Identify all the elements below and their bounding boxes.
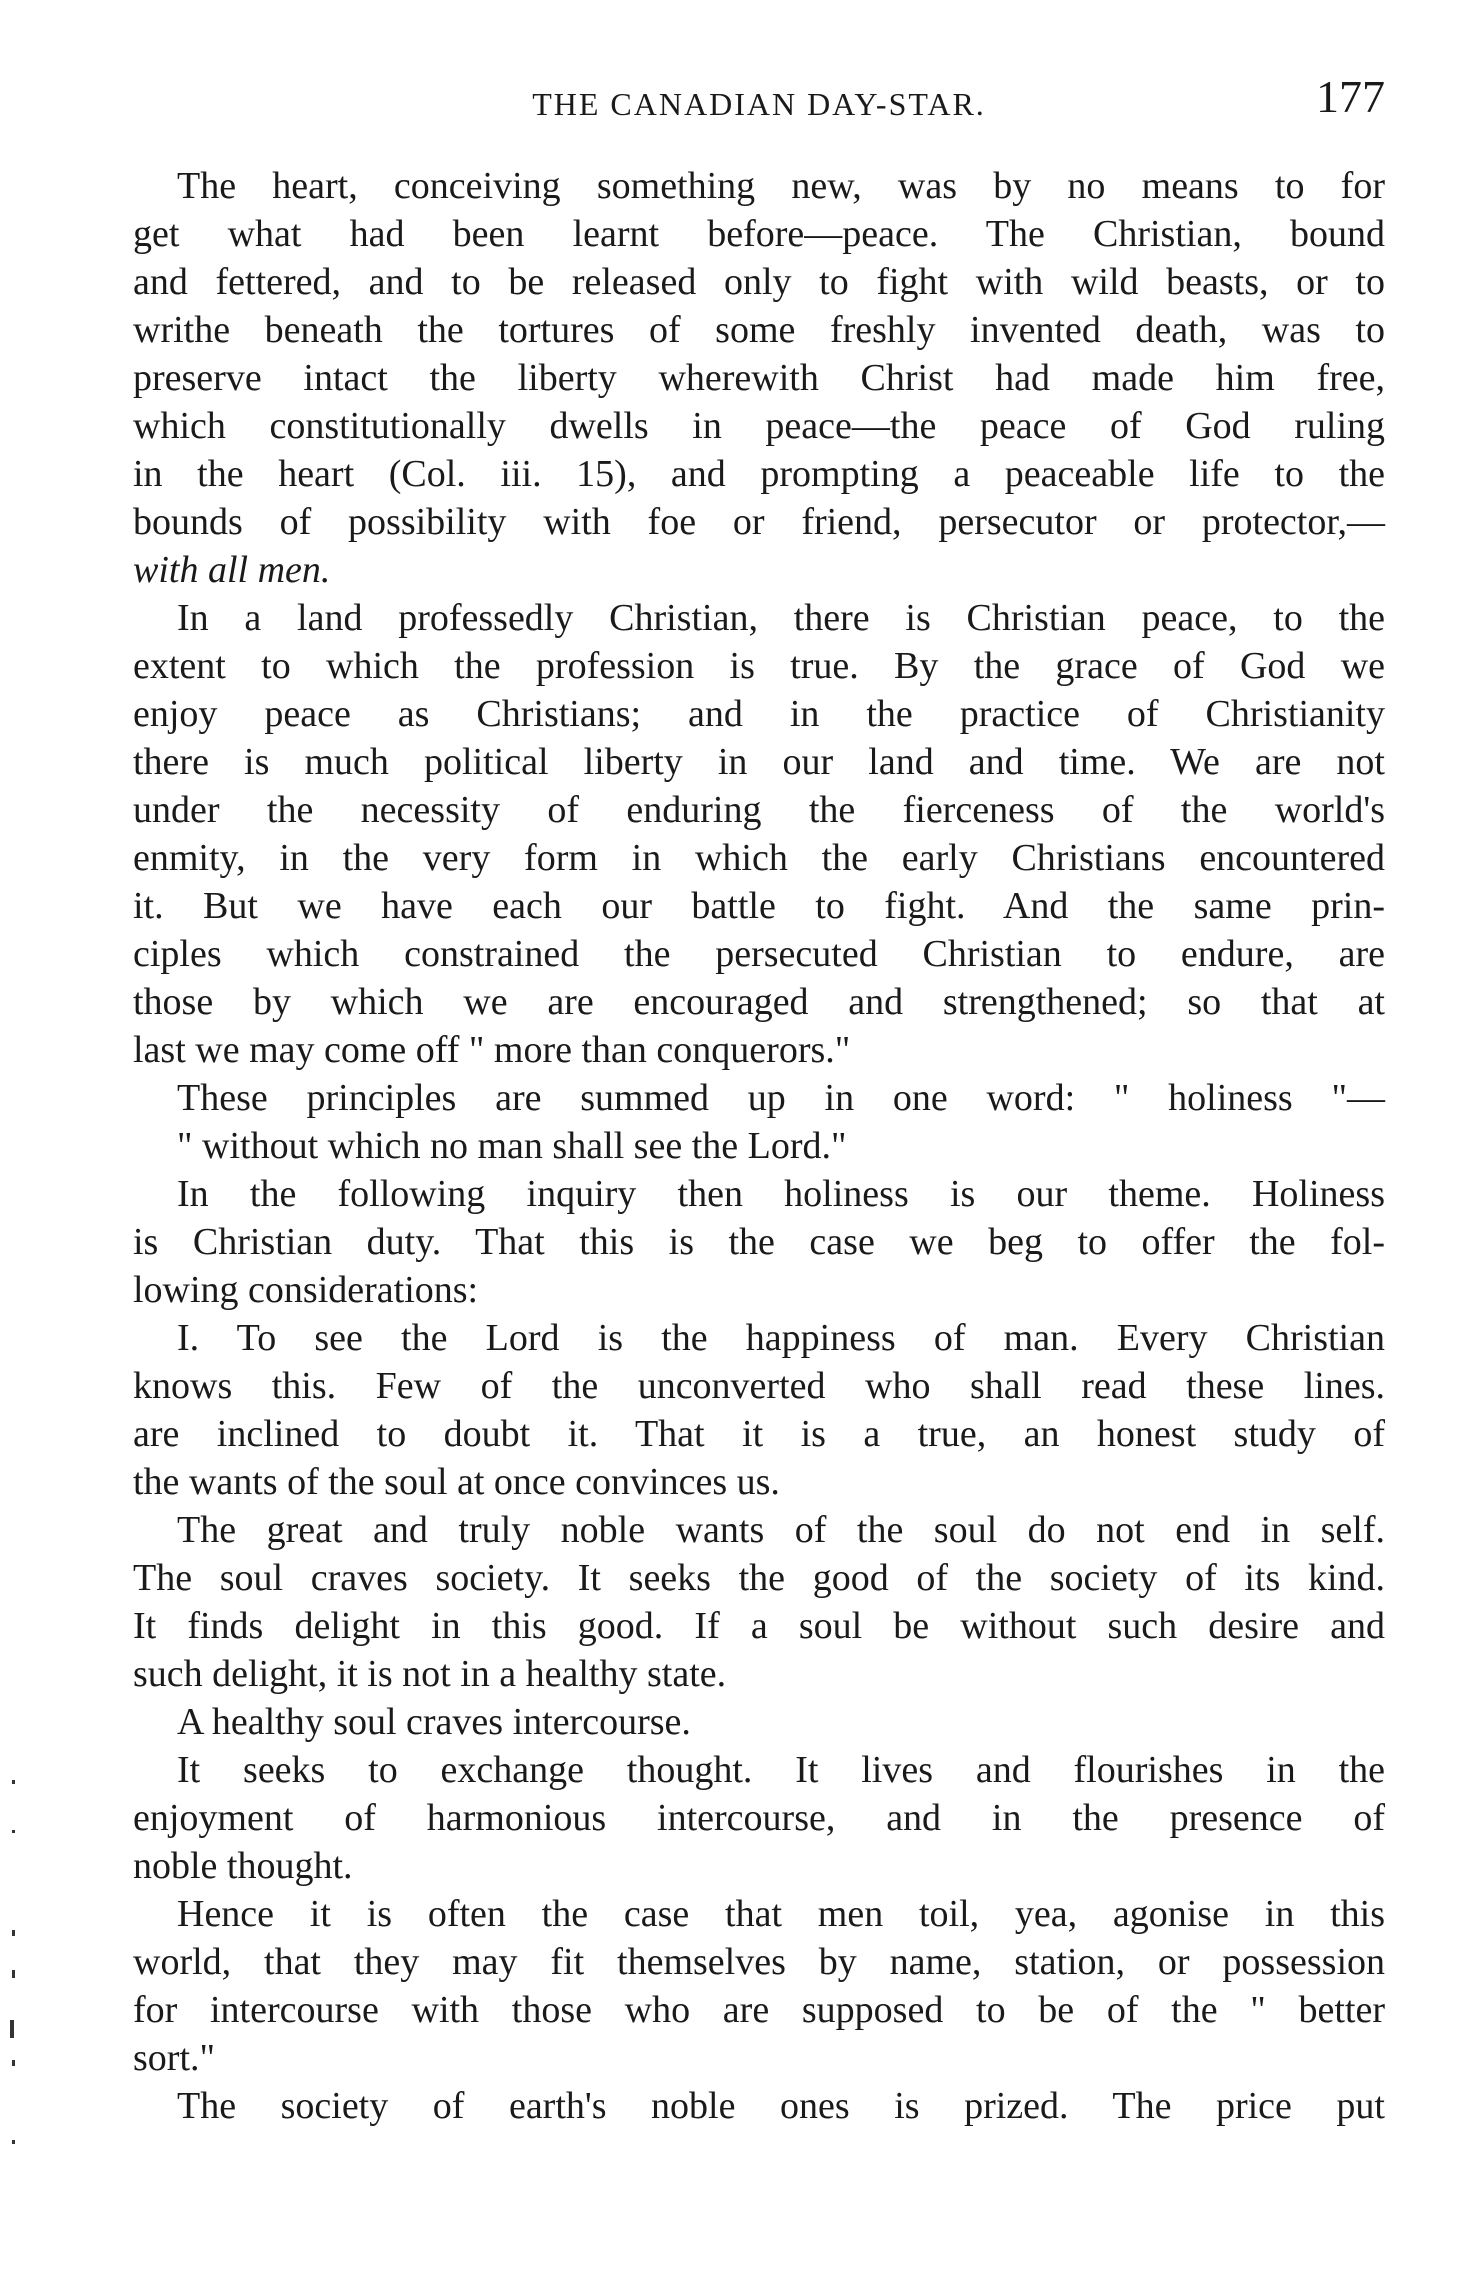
text-line: sort." xyxy=(133,2037,216,2079)
text-line: The soul craves society. It seeks the good of the society of its kind. xyxy=(133,1557,1385,1599)
text-line: noble thought. xyxy=(133,1845,353,1887)
margin-mark xyxy=(10,2020,14,2038)
text-line: those by which we are encouraged and strengthened; so that at xyxy=(133,981,1385,1023)
text-line: in the heart (Col. iii. 15), and prompting a peaceable life to the xyxy=(133,453,1385,495)
text-line: ciples which constrained the persecuted Christian to endure, are xyxy=(133,933,1385,975)
text-line: The great and truly noble wants of the soul do not end in self. xyxy=(177,1509,1385,1551)
margin-mark xyxy=(12,1830,15,1833)
margin-mark xyxy=(12,1780,15,1784)
margin-mark xyxy=(12,2140,15,2144)
margin-marks xyxy=(6,1780,26,2200)
text-line: there is much political liberty in our land and time. We are not xyxy=(133,741,1385,783)
text-line: and fettered, and to be released only to fight with wild beasts, or to xyxy=(133,261,1385,303)
text-line: it. But we have each our battle to fight. And the same prin- xyxy=(133,885,1385,927)
running-head xyxy=(133,70,1385,130)
text-line: In a land professedly Christian, there is Christian peace, to the xyxy=(177,597,1385,639)
text-line: lowing considerations: xyxy=(133,1269,479,1311)
text-line: preserve intact the liberty wherewith Christ had made him free, xyxy=(133,357,1385,399)
text-line: " without which no man shall see the Lord." xyxy=(177,1125,847,1167)
margin-mark xyxy=(12,1970,15,1978)
text-line: enjoyment of harmonious intercourse, and in the presence of xyxy=(133,1797,1385,1839)
text-line: extent to which the profession is true. By the grace of God we xyxy=(133,645,1385,687)
text-line: world, that they may fit themselves by name, station, or possession xyxy=(133,1941,1385,1983)
text-line: Hence it is often the case that men toil, yea, agonise in this xyxy=(177,1893,1385,1935)
text-line: the wants of the soul at once convinces us. xyxy=(133,1461,780,1503)
text-line: The heart, conceiving something new, was by no means to for xyxy=(177,165,1385,207)
running-title: THE CANADIAN DAY-STAR. xyxy=(532,86,986,122)
text-line: such delight, it is not in a healthy state. xyxy=(133,1653,727,1695)
text-line: get what had been learnt before—peace. The Christian, bound xyxy=(133,213,1385,255)
text-line: last we may come off " more than conquerors." xyxy=(133,1029,851,1071)
text-line: A healthy soul craves intercourse. xyxy=(177,1701,691,1743)
text-line: are inclined to doubt it. That it is a true, an honest study of xyxy=(133,1413,1385,1455)
text-line: In the following inquiry then holiness is our theme. Holiness xyxy=(177,1173,1385,1215)
text-line: knows this. Few of the unconverted who shall read these lines. xyxy=(133,1365,1385,1407)
text-line: These principles are summed up in one word: " holiness "— xyxy=(177,1077,1385,1119)
text-line: It finds delight in this good. If a soul be without such desire and xyxy=(133,1605,1385,1647)
text-line: under the necessity of enduring the fierceness of the world's xyxy=(133,789,1385,831)
text-line: is Christian duty. That this is the case we beg to offer the fol- xyxy=(133,1221,1385,1263)
margin-mark xyxy=(12,1930,15,1936)
text-line: enjoy peace as Christians; and in the practice of Christianity xyxy=(133,693,1385,735)
text-line: I. To see the Lord is the happiness of man. Every Christian xyxy=(177,1317,1385,1359)
text-line: bounds of possibility with foe or friend, persecutor or protector,— xyxy=(133,501,1385,543)
body-text xyxy=(133,162,1385,2130)
text-line: It seeks to exchange thought. It lives and flourishes in the xyxy=(177,1749,1385,1791)
margin-mark xyxy=(12,2060,15,2066)
text-line: with all men. xyxy=(133,549,331,591)
page-number: 177 xyxy=(1316,71,1385,122)
text-line: The society of earth's noble ones is prized. The price put xyxy=(177,2085,1385,2127)
text-line: writhe beneath the tortures of some freshly invented death, was to xyxy=(133,309,1385,351)
text-line: which constitutionally dwells in peace—the peace of God ruling xyxy=(133,405,1385,447)
text-line: enmity, in the very form in which the early Christians encountered xyxy=(133,837,1385,879)
text-line: for intercourse with those who are supposed to be of the " better xyxy=(133,1989,1385,2031)
